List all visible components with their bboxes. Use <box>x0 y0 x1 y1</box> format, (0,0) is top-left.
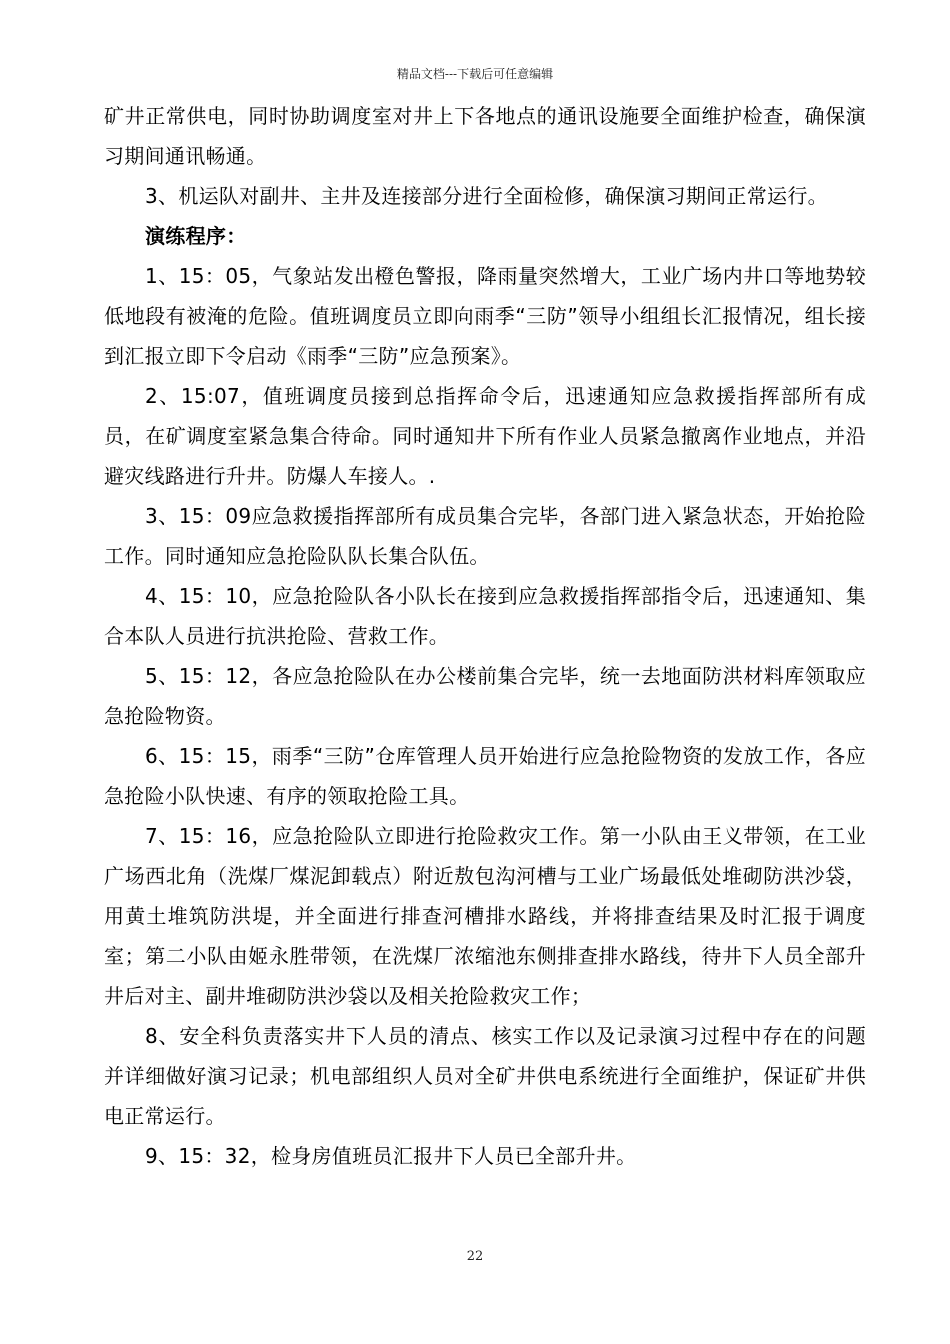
paragraph-step-2: 2、15:07，值班调度员接到总指挥命令后，迅速通知应急救援指挥部所有成员，在矿调度室紧急集合待命。同时通知井下所有作业人员紧急撤离作业地点，并沿避灾线路进行升井。防爆人车接人。. <box>104 384 866 488</box>
paragraph-step-4: 4、15：10，应急抢险队各小队长在接到应急救援指挥部指令后，迅速通知、集合本队人员进行抗洪抢险、营救工作。 <box>104 584 866 648</box>
paragraph-continuation: 矿井正常供电，同时协助调度室对井上下各地点的通讯设施要全面维护检查，确保演习期间通讯畅通。 <box>104 104 866 168</box>
section-heading-drill-procedure: 演练程序： <box>145 224 247 248</box>
paragraph-step-1: 1、15：05，气象站发出橙色警报，降雨量突然增大，工业广场内井口等地势较低地段有被淹的危险。值班调度员立即向雨季“三防”领导小组组长汇报情况，组长接到汇报立即下令启动《雨季“三防”应急预案》。 <box>104 264 866 368</box>
paragraph-item-3-maintenance: 3、机运队对副井、主井及连接部分进行全面检修，确保演习期间正常运行。 <box>145 184 828 208</box>
paragraph-step-5: 5、15：12，各应急抢险队在办公楼前集合完毕，统一去地面防洪材料库领取应急抢险物资。 <box>104 664 866 728</box>
page-header: 精品文档---下载后可任意编辑 <box>396 67 554 81</box>
page-number: 22 <box>466 1249 484 1264</box>
paragraph-step-9: 9、15：32，检身房值班员汇报井下人员已全部升井。 <box>145 1144 637 1168</box>
document-body <box>104 96 866 1176</box>
paragraph-step-6: 6、15：15，雨季“三防”仓库管理人员开始进行应急抢险物资的发放工作，各应急抢险小队快速、有序的领取抢险工具。 <box>104 744 866 808</box>
paragraph-step-3: 3、15：09应急救援指挥部所有成员集合完毕，各部门进入紧急状态，开始抢险工作。同时通知应急抢险队队长集合队伍。 <box>104 504 866 568</box>
paragraph-step-7: 7、15：16，应急抢险队立即进行抢险救灾工作。第一小队由王义带领，在工业广场西北角（洗煤厂煤泥卸载点）附近敖包沟河槽与工业广场最低处堆砌防洪沙袋，用黄土堆筑防洪堤，并全面进行排查河槽排水路线，并将排查结果及时汇报于调度室；第二小队由姬永胜带领，在洗煤厂浓缩池东侧排查排水路线，待井下人员全部升井后对主、副井堆砌防洪沙袋以及相关抢险救灾工作； <box>104 824 866 1008</box>
paragraph-step-8: 8、安全科负责落实井下人员的清点、核实工作以及记录演习过程中存在的问题并详细做好演习记录；机电部组织人员对全矿井供电系统进行全面维护，保证矿井供电正常运行。 <box>104 1024 866 1128</box>
